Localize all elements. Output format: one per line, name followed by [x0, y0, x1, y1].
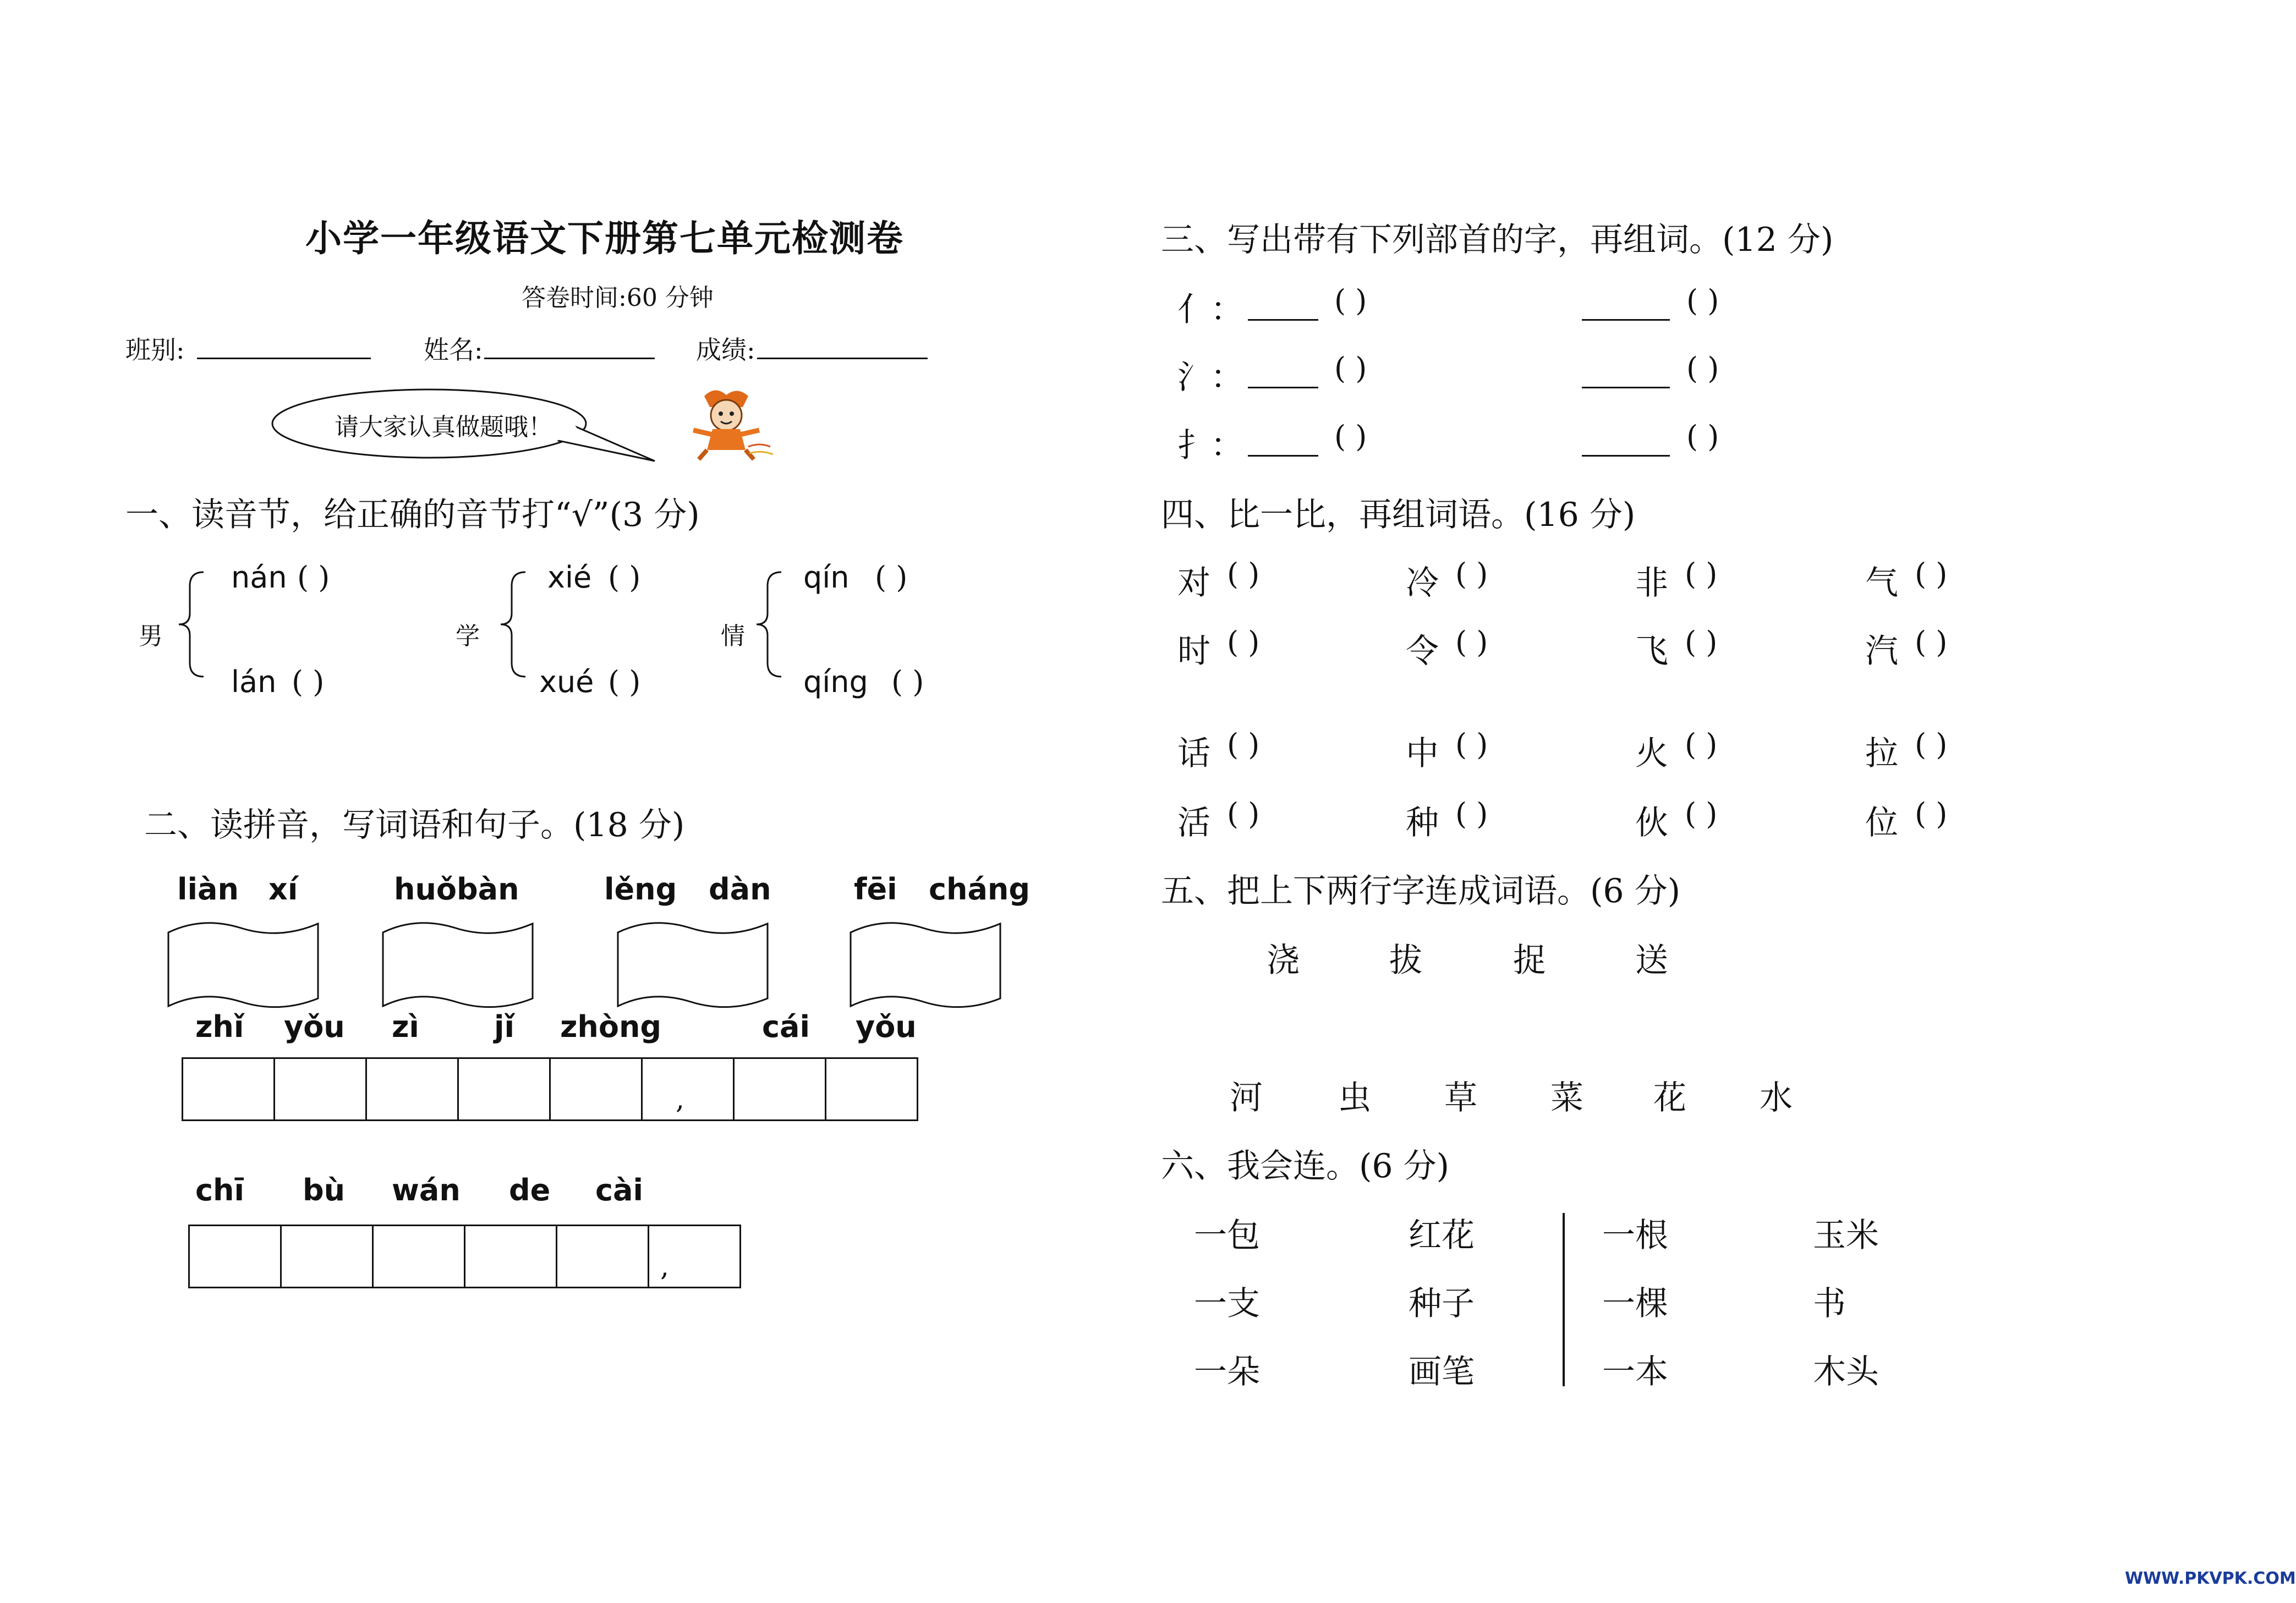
s5-top-char[interactable]: 捉 [1513, 941, 1546, 980]
s5-bottom-char[interactable]: 菜 [1550, 1079, 1583, 1117]
s3-word-paren[interactable]: ( ) [1334, 283, 1367, 318]
s2-word-box[interactable] [846, 916, 1006, 1015]
s4-word-paren[interactable]: ( ) [1685, 797, 1718, 831]
s2-pinyin: jǐ [494, 1009, 515, 1044]
writing-cell[interactable] [459, 1059, 551, 1119]
s4-char: 飞 [1635, 632, 1668, 671]
s3-char-blank[interactable] [1582, 387, 1670, 388]
s4-word-paren[interactable]: ( ) [1915, 727, 1948, 762]
s2-pinyin: xí [268, 872, 298, 907]
s4-char: 话 [1177, 734, 1210, 773]
s1-option: qín [803, 560, 850, 595]
s2-word-box[interactable] [379, 916, 538, 1015]
s4-char: 令 [1406, 632, 1439, 671]
s2-pinyin: huǒ [394, 872, 457, 907]
s2-pinyin: cháng [929, 872, 1030, 907]
s2-pinyin: cái [762, 1009, 810, 1044]
s3-radical: 亻： [1177, 290, 1243, 329]
s3-word-paren[interactable]: ( ) [1334, 351, 1367, 386]
s4-char: 拉 [1865, 734, 1898, 773]
s6-measure-word[interactable]: 一本 [1602, 1353, 1668, 1391]
writing-cell[interactable] [190, 1226, 282, 1287]
s5-top-char[interactable]: 送 [1635, 941, 1668, 980]
s2-pinyin: bàn [457, 872, 519, 907]
s6-measure-word[interactable]: 一根 [1602, 1216, 1668, 1255]
s2-word-box[interactable] [613, 916, 773, 1015]
s4-word-paren[interactable]: ( ) [1227, 727, 1260, 762]
s4-char: 冷 [1406, 564, 1439, 602]
s4-char: 非 [1635, 564, 1668, 602]
s1-brace [754, 569, 787, 679]
s5-bottom-char[interactable]: 草 [1444, 1079, 1477, 1117]
s2-pinyin: bù [303, 1173, 346, 1207]
s1-brace [176, 569, 209, 679]
s4-word-paren[interactable]: ( ) [1227, 557, 1260, 591]
speech-bubble-text: 请大家认真做题哦！ [335, 413, 552, 441]
s2-pinyin: zhòng [560, 1009, 662, 1044]
writing-cell[interactable] [282, 1226, 374, 1287]
s6-noun[interactable]: 木头 [1813, 1353, 1879, 1391]
s1-answer-paren[interactable]: ( ) [875, 560, 908, 595]
s1-char-xue: 学 [456, 622, 480, 650]
writing-cell[interactable] [735, 1059, 826, 1119]
writing-cell[interactable] [649, 1226, 741, 1287]
s3-radical: 扌： [1177, 426, 1243, 465]
s6-measure-word[interactable]: 一包 [1194, 1216, 1260, 1255]
name-label: 姓名: [424, 335, 483, 365]
section-2-heading: 二、读拼音，写词语和句子。(18 分) [144, 806, 685, 844]
s2-pinyin: lěng [604, 872, 677, 907]
s3-char-blank[interactable] [1582, 455, 1670, 457]
s6-measure-word[interactable]: 一朵 [1194, 1353, 1260, 1391]
s4-char: 时 [1177, 632, 1210, 671]
s3-char-blank[interactable] [1582, 319, 1670, 321]
score-field[interactable] [757, 358, 928, 359]
s6-noun[interactable]: 种子 [1409, 1284, 1475, 1323]
s4-word-paren[interactable]: ( ) [1685, 727, 1718, 762]
s4-char: 种 [1406, 804, 1439, 842]
s2-pinyin: wán [392, 1173, 461, 1207]
s4-char: 中 [1406, 734, 1439, 773]
s1-option: xié [547, 560, 592, 595]
s1-answer-paren[interactable]: ( ) [297, 560, 330, 595]
s5-bottom-char[interactable]: 虫 [1338, 1079, 1371, 1117]
s4-word-paren[interactable]: ( ) [1455, 625, 1488, 660]
s5-top-char[interactable]: 浇 [1267, 941, 1300, 980]
s2-pinyin: yǒu [856, 1009, 917, 1044]
s2-pinyin: de [509, 1173, 551, 1207]
writing-cell[interactable] [643, 1059, 735, 1119]
s4-word-paren[interactable]: ( ) [1915, 625, 1948, 660]
s4-word-paren[interactable]: ( ) [1227, 625, 1260, 660]
writing-cell[interactable] [826, 1059, 918, 1119]
s4-char: 活 [1177, 804, 1210, 842]
s3-radical: 氵： [1177, 358, 1243, 397]
s4-word-paren[interactable]: ( ) [1455, 727, 1488, 762]
s1-option: nán [231, 560, 287, 595]
section-5-heading: 五、把上下两行字连成词语。(6 分) [1161, 872, 1681, 910]
s4-char: 伙 [1635, 804, 1668, 842]
section-6-heading: 六、我会连。(6 分) [1161, 1147, 1450, 1185]
s5-bottom-char[interactable]: 河 [1230, 1079, 1263, 1117]
s2-word-box[interactable] [164, 916, 324, 1015]
s3-word-paren[interactable]: ( ) [1686, 283, 1719, 318]
s2-pinyin: chī [195, 1173, 244, 1207]
s4-word-paren[interactable]: ( ) [1915, 797, 1948, 831]
s2-pinyin: cài [595, 1173, 643, 1207]
s2-sentence-grid-1 [182, 1057, 918, 1121]
s3-word-paren[interactable]: ( ) [1334, 419, 1367, 454]
s2-pinyin: zì [392, 1009, 419, 1044]
s6-measure-word[interactable]: 一支 [1194, 1284, 1260, 1323]
s6-noun[interactable]: 玉米 [1813, 1216, 1879, 1255]
s4-word-paren[interactable]: ( ) [1455, 557, 1488, 591]
s4-char: 气 [1865, 564, 1898, 602]
s5-bottom-char[interactable]: 水 [1760, 1079, 1793, 1117]
s6-noun[interactable]: 书 [1813, 1284, 1846, 1323]
s6-divider [1563, 1213, 1565, 1386]
s4-word-paren[interactable]: ( ) [1685, 557, 1718, 591]
s6-noun[interactable]: 红花 [1409, 1216, 1475, 1255]
comma-mark: , [660, 1250, 669, 1282]
s1-answer-paren[interactable]: ( ) [292, 665, 325, 699]
writing-cell[interactable] [275, 1059, 367, 1119]
s4-char: 对 [1177, 564, 1210, 602]
s2-pinyin: liàn [177, 872, 239, 907]
writing-cell[interactable] [557, 1226, 649, 1287]
writing-cell[interactable] [367, 1059, 459, 1119]
s3-char-blank[interactable] [1248, 319, 1318, 321]
s4-word-paren[interactable]: ( ) [1227, 797, 1260, 831]
name-field[interactable] [484, 358, 655, 359]
s1-answer-paren[interactable]: ( ) [608, 560, 641, 595]
s2-sentence-grid-2 [188, 1225, 741, 1288]
s4-char: 位 [1865, 804, 1898, 842]
score-label: 成绩: [696, 335, 755, 365]
writing-cell[interactable] [551, 1059, 643, 1119]
s1-answer-paren[interactable]: ( ) [608, 665, 641, 699]
class-label: 班别: [125, 335, 185, 365]
s4-word-paren[interactable]: ( ) [1915, 557, 1948, 591]
s2-pinyin: zhǐ [195, 1009, 244, 1044]
comma-mark: , [676, 1083, 684, 1115]
s3-word-paren[interactable]: ( ) [1686, 351, 1719, 386]
writing-cell[interactable] [374, 1226, 465, 1287]
s2-pinyin: yǒu [284, 1009, 345, 1044]
writing-cell[interactable] [465, 1226, 557, 1287]
s4-word-paren[interactable]: ( ) [1685, 625, 1718, 660]
s4-char: 汽 [1865, 632, 1898, 671]
s1-brace [498, 569, 531, 679]
site-watermark: WWW.PKVPK.COM [2125, 1569, 2296, 1588]
s3-char-blank[interactable] [1248, 455, 1318, 457]
s5-bottom-char[interactable]: 花 [1653, 1079, 1686, 1117]
page-title: 小学一年级语文下册第七单元检测卷 [305, 217, 904, 260]
s2-pinyin: fēi [854, 872, 897, 907]
s4-word-paren[interactable]: ( ) [1455, 797, 1488, 831]
mascot-icon [682, 385, 787, 462]
s1-option: xué [539, 665, 594, 699]
section-1-heading: 一、读音节，给正确的音节打“√”(3 分) [125, 496, 700, 534]
exam-time: 答卷时间:60 分钟 [522, 284, 714, 312]
s3-word-paren[interactable]: ( ) [1686, 419, 1719, 454]
s1-option: lán [231, 665, 277, 699]
writing-cell[interactable] [183, 1059, 275, 1119]
s1-char-nan: 男 [139, 622, 163, 650]
section-4-heading: 四、比一比，再组词语。(16 分) [1161, 496, 1636, 534]
s6-measure-word[interactable]: 一棵 [1602, 1284, 1668, 1323]
class-field[interactable] [197, 358, 371, 359]
s1-answer-paren[interactable]: ( ) [891, 665, 924, 699]
s1-char-qing: 情 [721, 622, 745, 650]
s3-char-blank[interactable] [1248, 387, 1318, 388]
s2-pinyin: dàn [709, 872, 771, 907]
s4-char: 火 [1635, 734, 1668, 773]
s6-noun[interactable]: 画笔 [1409, 1353, 1475, 1391]
section-3-heading: 三、写出带有下列部首的字，再组词。(12 分) [1161, 221, 1834, 259]
s5-top-char[interactable]: 拔 [1389, 941, 1422, 980]
s1-option: qíng [803, 665, 868, 699]
